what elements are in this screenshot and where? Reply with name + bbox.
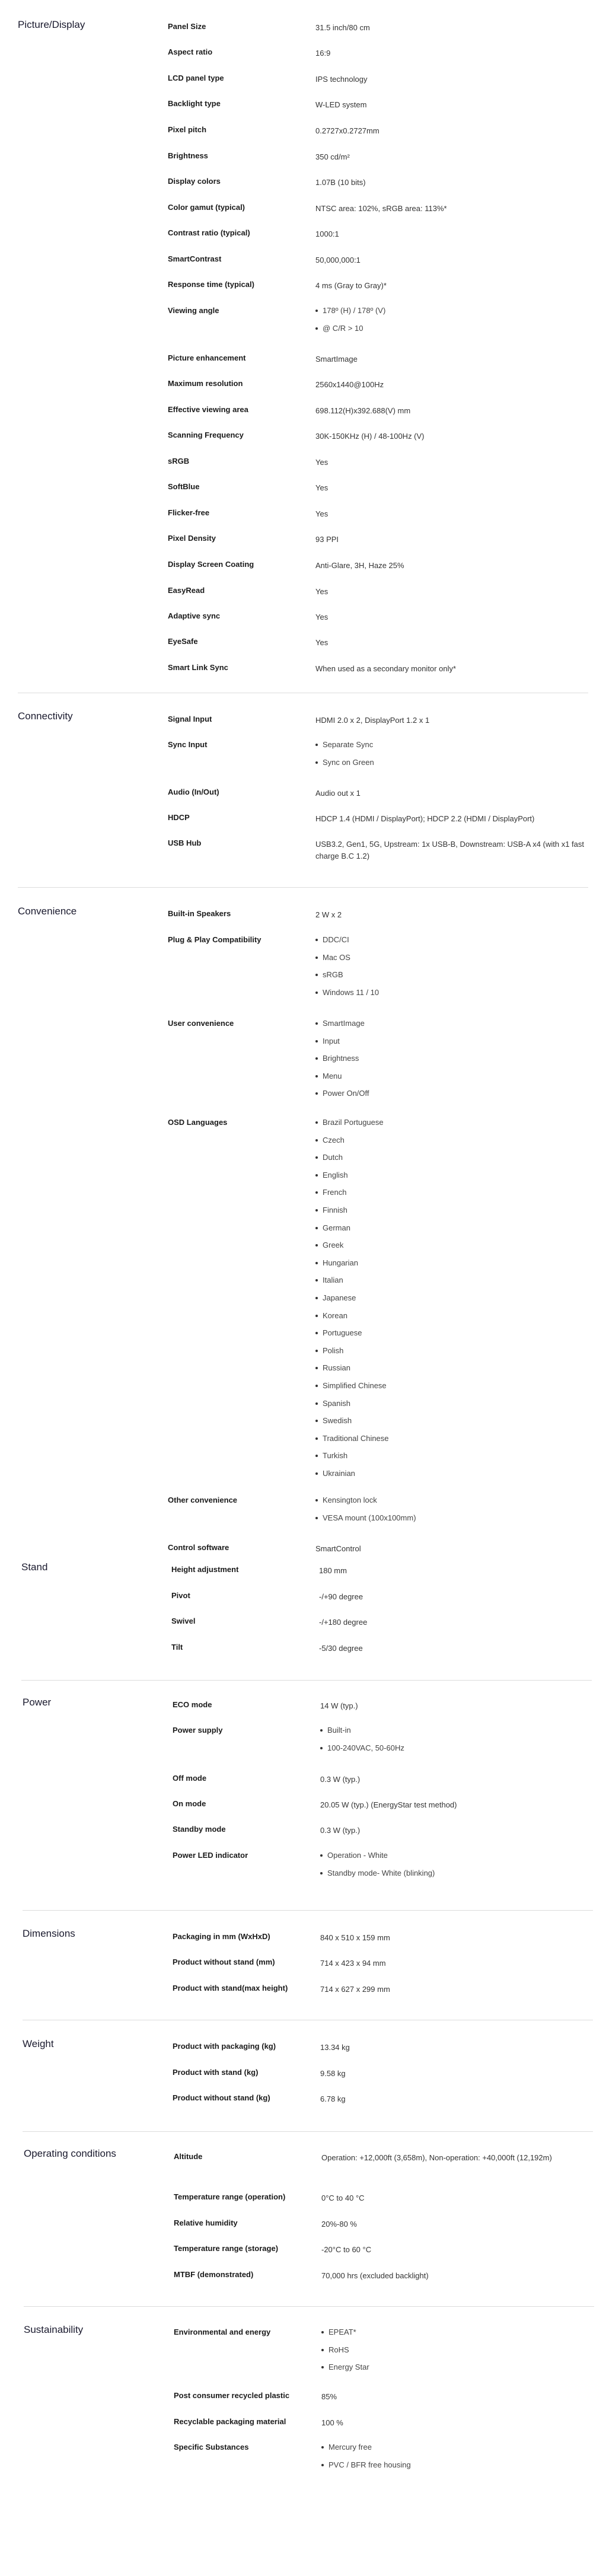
spec-label: Product with packaging (kg) xyxy=(173,2042,276,2051)
spec-value xyxy=(315,405,588,417)
spec-label: Adaptive sync xyxy=(168,611,221,620)
spec-label: Aspect ratio xyxy=(168,47,213,56)
spec-value xyxy=(315,22,588,34)
spec-label: Tilt xyxy=(171,1643,183,1652)
spec-value xyxy=(320,1984,593,1995)
spec-value-text: -5/30 degree xyxy=(319,1644,363,1653)
section-title: Sustainability xyxy=(24,2324,84,2335)
list-item: Windows 11 / 10 xyxy=(315,988,588,1006)
spec-value xyxy=(319,1643,592,1654)
spec-value xyxy=(315,457,588,468)
spec-value xyxy=(315,151,588,163)
spec-value-text: W-LED system xyxy=(315,100,367,109)
list-item: Japanese xyxy=(315,1293,588,1311)
spec-value xyxy=(319,1591,592,1603)
spec-label: Standby mode xyxy=(173,1825,226,1834)
spec-value-text: Yes xyxy=(315,483,328,492)
spec-value-text: 20.05 W (typ.) (EnergyStar test method) xyxy=(320,1800,457,1809)
list-item: Energy Star xyxy=(321,2363,594,2380)
list-item: 178º (H) / 178º (V) xyxy=(315,306,588,324)
spec-value xyxy=(321,2244,594,2256)
spec-value-text: 0.2727x0.2727mm xyxy=(315,126,379,135)
section-divider xyxy=(24,2306,594,2307)
list-item: Polish xyxy=(315,1346,588,1364)
list-item: Standby mode- White (blinking) xyxy=(320,1869,593,1886)
spec-value-text: 2560x1440@100Hz xyxy=(315,380,384,389)
list-item: Kensington lock xyxy=(315,1496,588,1513)
spec-label: Product with stand (kg) xyxy=(173,2068,259,2077)
list-item: Spanish xyxy=(315,1399,588,1417)
spec-label: User convenience xyxy=(168,1019,234,1028)
spec-value xyxy=(321,2152,594,2164)
spec-value-text: Yes xyxy=(315,587,328,596)
spec-value xyxy=(315,909,588,921)
spec-value-list xyxy=(315,1019,588,1107)
list-item: Dutch xyxy=(315,1153,588,1171)
spec-label: Viewing angle xyxy=(168,306,219,315)
spec-value xyxy=(315,203,588,215)
spec-value-text: When used as a secondary monitor only* xyxy=(315,664,457,673)
spec-value-text: 30K-150KHz (H) / 48-100Hz (V) xyxy=(315,432,425,441)
spec-label: HDCP xyxy=(168,813,190,822)
spec-label: Panel Size xyxy=(168,22,206,31)
spec-label: ECO mode xyxy=(173,1700,212,1709)
spec-value xyxy=(315,508,588,520)
spec-label: Smart Link Sync xyxy=(168,663,228,672)
spec-label: USB Hub xyxy=(168,839,202,847)
spec-value xyxy=(320,1932,593,1944)
spec-value xyxy=(319,1565,592,1577)
list-item: Menu xyxy=(315,1072,588,1089)
spec-value-text: 16:9 xyxy=(315,49,331,58)
list-item: Brazil Portuguese xyxy=(315,1118,588,1136)
spec-value-text: 13.34 kg xyxy=(320,2043,350,2052)
list-item: sRGB xyxy=(315,970,588,988)
spec-value-text: 2 W x 2 xyxy=(315,910,342,919)
spec-label: Plug & Play Compatibility xyxy=(168,935,261,944)
section-title: Weight xyxy=(23,2038,54,2049)
spec-label: sRGB xyxy=(168,457,190,466)
spec-value-text: 6.78 kg xyxy=(320,2094,346,2103)
spec-value-text: -/+90 degree xyxy=(319,1592,363,1601)
spec-value-text: 698.112(H)x392.688(V) mm xyxy=(315,406,411,415)
spec-label: Contrast ratio (typical) xyxy=(168,228,250,237)
spec-value-list xyxy=(321,2328,594,2380)
spec-value xyxy=(315,663,588,675)
spec-value-text: HDMI 2.0 x 2, DisplayPort 1.2 x 1 xyxy=(315,716,430,725)
list-item: Russian xyxy=(315,1363,588,1381)
spec-label: Color gamut (typical) xyxy=(168,203,245,212)
section-title: Convenience xyxy=(18,906,77,917)
section-title: Stand xyxy=(21,1561,48,1573)
spec-label: EasyRead xyxy=(168,586,205,595)
list-item: Korean xyxy=(315,1311,588,1329)
spec-value-text: Yes xyxy=(315,509,328,518)
list-item: Sync on Green xyxy=(315,758,588,776)
spec-value xyxy=(315,353,588,365)
spec-value xyxy=(315,47,588,59)
spec-value xyxy=(315,637,588,649)
spec-value-text: Operation: +12,000ft (3,658m), Non-operation: +40,000ft (12,192m) xyxy=(321,2153,552,2162)
spec-value-text: 180 mm xyxy=(319,1566,347,1575)
spec-value-text: 70,000 hrs (excluded backlight) xyxy=(321,2271,429,2280)
list-item: German xyxy=(315,1223,588,1241)
spec-label: Swivel xyxy=(171,1617,196,1625)
list-item: Ukrainian xyxy=(315,1469,588,1487)
spec-label: Display Screen Coating xyxy=(168,560,254,569)
spec-label: Display colors xyxy=(168,177,221,186)
spec-value xyxy=(315,788,588,799)
spec-label: Temperature range (operation) xyxy=(174,2192,286,2201)
spec-value-text: 0.3 W (typ.) xyxy=(320,1826,361,1835)
section-title: Power xyxy=(23,1697,52,1708)
list-item: Traditional Chinese xyxy=(315,1434,588,1452)
spec-label: Sync Input xyxy=(168,740,208,749)
list-item: DDC/CI xyxy=(315,935,588,953)
spec-value-text: SmartImage xyxy=(315,355,358,364)
spec-value xyxy=(315,813,588,825)
list-item: EPEAT* xyxy=(321,2328,594,2345)
spec-label: Audio (In/Out) xyxy=(168,788,219,796)
spec-label: LCD panel type xyxy=(168,74,224,82)
list-item: Power On/Off xyxy=(315,1089,588,1107)
spec-value-list xyxy=(315,935,588,1005)
list-item: Operation - White xyxy=(320,1851,593,1869)
list-item: Italian xyxy=(315,1276,588,1293)
spec-label: Product without stand (mm) xyxy=(173,1957,275,1966)
spec-value xyxy=(320,1957,593,1969)
spec-value-text: 714 x 627 x 299 mm xyxy=(320,1985,390,1994)
list-item: PVC / BFR free housing xyxy=(321,2460,594,2478)
spec-value-list xyxy=(315,1118,588,1486)
spec-value xyxy=(321,2218,594,2230)
spec-value xyxy=(315,534,588,546)
spec-value-text: 0.3 W (typ.) xyxy=(320,1775,361,1784)
spec-value-text: 31.5 inch/80 cm xyxy=(315,23,370,32)
list-item: RoHS xyxy=(321,2345,594,2363)
spec-value-text: Yes xyxy=(315,613,328,621)
spec-label: Relative humidity xyxy=(174,2218,238,2227)
spec-value-text: 4 ms (Gray to Gray)* xyxy=(315,281,387,290)
spec-value-text: 100 % xyxy=(321,2418,343,2427)
spec-label: EyeSafe xyxy=(168,637,198,646)
spec-value-text: Yes xyxy=(315,458,328,467)
section-divider xyxy=(23,1910,593,1911)
spec-label: SoftBlue xyxy=(168,482,200,491)
spec-label: Post consumer recycled plastic xyxy=(174,2391,290,2400)
spec-value-list xyxy=(315,740,588,775)
spec-value-text: 1000:1 xyxy=(315,229,339,238)
spec-value xyxy=(315,431,588,442)
spec-label: Backlight type xyxy=(168,99,221,108)
spec-label: Effective viewing area xyxy=(168,405,248,414)
spec-label: Pixel pitch xyxy=(168,125,207,134)
spec-label: Scanning Frequency xyxy=(168,431,244,439)
spec-value xyxy=(321,2417,594,2429)
spec-label: Picture enhancement xyxy=(168,353,246,362)
spec-value-text: 714 x 423 x 94 mm xyxy=(320,1959,386,1968)
spec-value-text: Yes xyxy=(315,638,328,647)
spec-value xyxy=(315,379,588,391)
spec-label: Recyclable packaging material xyxy=(174,2417,286,2426)
spec-label: Temperature range (storage) xyxy=(174,2244,279,2253)
spec-value-list xyxy=(321,2443,594,2478)
spec-value-text: IPS technology xyxy=(315,75,368,84)
list-item: VESA mount (100x100mm) xyxy=(315,1513,588,1531)
spec-label: Product with stand(max height) xyxy=(173,1984,288,1992)
spec-value-text: HDCP 1.4 (HDMI / DisplayPort); HDCP 2.2 (HDMI / DisplayPort) xyxy=(315,814,535,823)
spec-label: MTBF (demonstrated) xyxy=(174,2270,254,2279)
spec-label: Signal Input xyxy=(168,715,212,723)
list-item: Built-in xyxy=(320,1726,593,1743)
spec-value-text: Audio out x 1 xyxy=(315,789,361,798)
spec-label: Altitude xyxy=(174,2152,203,2161)
list-item: Portuguese xyxy=(315,1328,588,1346)
section-title: Picture/Display xyxy=(18,19,85,30)
spec-value xyxy=(315,125,588,137)
spec-value xyxy=(315,280,588,292)
list-item: French xyxy=(315,1188,588,1206)
section-title: Connectivity xyxy=(18,710,73,722)
spec-value xyxy=(320,1799,593,1811)
spec-label: Pixel Density xyxy=(168,534,216,543)
spec-label: Response time (typical) xyxy=(168,280,254,289)
spec-value-text: 9.58 kg xyxy=(320,2069,346,2078)
spec-label: Brightness xyxy=(168,151,208,160)
spec-value xyxy=(315,1543,588,1555)
list-item: Input xyxy=(315,1037,588,1054)
spec-value xyxy=(320,2093,593,2105)
spec-label: Other convenience xyxy=(168,1496,238,1504)
section-title: Operating conditions xyxy=(24,2148,116,2159)
spec-value xyxy=(315,74,588,85)
spec-value-text: USB3.2, Gen1, 5G, Upstream: 1x USB-B, Downstream: USB-A x4 (with x1 fast charge B.C 1.2) xyxy=(315,840,584,860)
list-item: English xyxy=(315,1171,588,1188)
spec-value-list xyxy=(320,1726,593,1761)
list-item: @ C/R > 10 xyxy=(315,324,588,342)
spec-value-text: 85% xyxy=(321,2392,337,2401)
spec-value xyxy=(320,1700,593,1712)
spec-value xyxy=(319,1617,592,1628)
spec-value xyxy=(315,254,588,266)
spec-label: Packaging in mm (WxHxD) xyxy=(173,1932,270,1941)
spec-value-text: -20°C to 60 °C xyxy=(321,2245,372,2254)
spec-label: OSD Languages xyxy=(168,1118,228,1127)
spec-value-text: NTSC area: 102%, sRGB area: 113%* xyxy=(315,204,447,213)
spec-value-text: 350 cd/m² xyxy=(315,152,350,161)
spec-label: Height adjustment xyxy=(171,1565,239,1574)
spec-label: SmartContrast xyxy=(168,254,222,263)
list-item: Separate Sync xyxy=(315,740,588,758)
spec-value xyxy=(315,560,588,572)
spec-label: Off mode xyxy=(173,1774,207,1783)
spec-value-text: 14 W (typ.) xyxy=(320,1701,358,1710)
spec-value xyxy=(315,611,588,623)
spec-value-text: 0°C to 40 °C xyxy=(321,2194,365,2202)
section-divider xyxy=(18,887,588,888)
spec-value-text: 840 x 510 x 159 mm xyxy=(320,1933,390,1942)
spec-value-text: 50,000,000:1 xyxy=(315,256,361,264)
spec-value xyxy=(320,1774,593,1786)
spec-value-text: 1.07B (10 bits) xyxy=(315,178,366,187)
spec-value-list xyxy=(315,1496,588,1531)
spec-value-text: -/+180 degree xyxy=(319,1618,368,1627)
section-divider xyxy=(23,2131,593,2132)
spec-value xyxy=(321,2192,594,2204)
section-divider xyxy=(21,1680,592,1681)
list-item: Czech xyxy=(315,1136,588,1153)
list-item: Hungarian xyxy=(315,1258,588,1276)
spec-label: Power LED indicator xyxy=(173,1851,248,1860)
spec-value xyxy=(321,2270,594,2282)
spec-value xyxy=(315,228,588,240)
spec-label: Built-in Speakers xyxy=(168,909,231,918)
spec-value-text: 93 PPI xyxy=(315,535,339,544)
list-item: Mac OS xyxy=(315,953,588,971)
spec-label: Control software xyxy=(168,1543,229,1552)
spec-label: Environmental and energy xyxy=(174,2328,271,2336)
spec-value xyxy=(320,1825,593,1837)
spec-value xyxy=(315,99,588,111)
spec-label: Pivot xyxy=(171,1591,190,1600)
spec-label: On mode xyxy=(173,1799,206,1808)
spec-value-text: SmartControl xyxy=(315,1544,361,1553)
spec-value-text: Anti-Glare, 3H, Haze 25% xyxy=(315,561,404,570)
spec-value xyxy=(320,2042,593,2054)
list-item: Mercury free xyxy=(321,2443,594,2460)
list-item: Turkish xyxy=(315,1451,588,1469)
spec-value xyxy=(320,2068,593,2080)
spec-label: Maximum resolution xyxy=(168,379,243,388)
spec-value xyxy=(315,715,588,726)
spec-label: Flicker-free xyxy=(168,508,210,517)
list-item: Simplified Chinese xyxy=(315,1381,588,1399)
list-item: Finnish xyxy=(315,1206,588,1223)
list-item: 100-240VAC, 50-60Hz xyxy=(320,1743,593,1761)
spec-value xyxy=(315,839,588,862)
list-item: Swedish xyxy=(315,1416,588,1434)
section-title: Dimensions xyxy=(23,1928,75,1939)
spec-value xyxy=(315,586,588,598)
spec-value-list xyxy=(315,306,588,341)
list-item: SmartImage xyxy=(315,1019,588,1037)
spec-value-list xyxy=(320,1851,593,1886)
spec-value xyxy=(315,482,588,494)
spec-value xyxy=(321,2391,594,2403)
spec-value xyxy=(315,177,588,189)
spec-value-text: 20%-80 % xyxy=(321,2220,357,2229)
spec-label: Power supply xyxy=(173,1726,223,1735)
spec-label: Specific Substances xyxy=(174,2443,249,2451)
spec-label: Product without stand (kg) xyxy=(173,2093,270,2102)
list-item: Brightness xyxy=(315,1054,588,1072)
list-item: Greek xyxy=(315,1241,588,1258)
